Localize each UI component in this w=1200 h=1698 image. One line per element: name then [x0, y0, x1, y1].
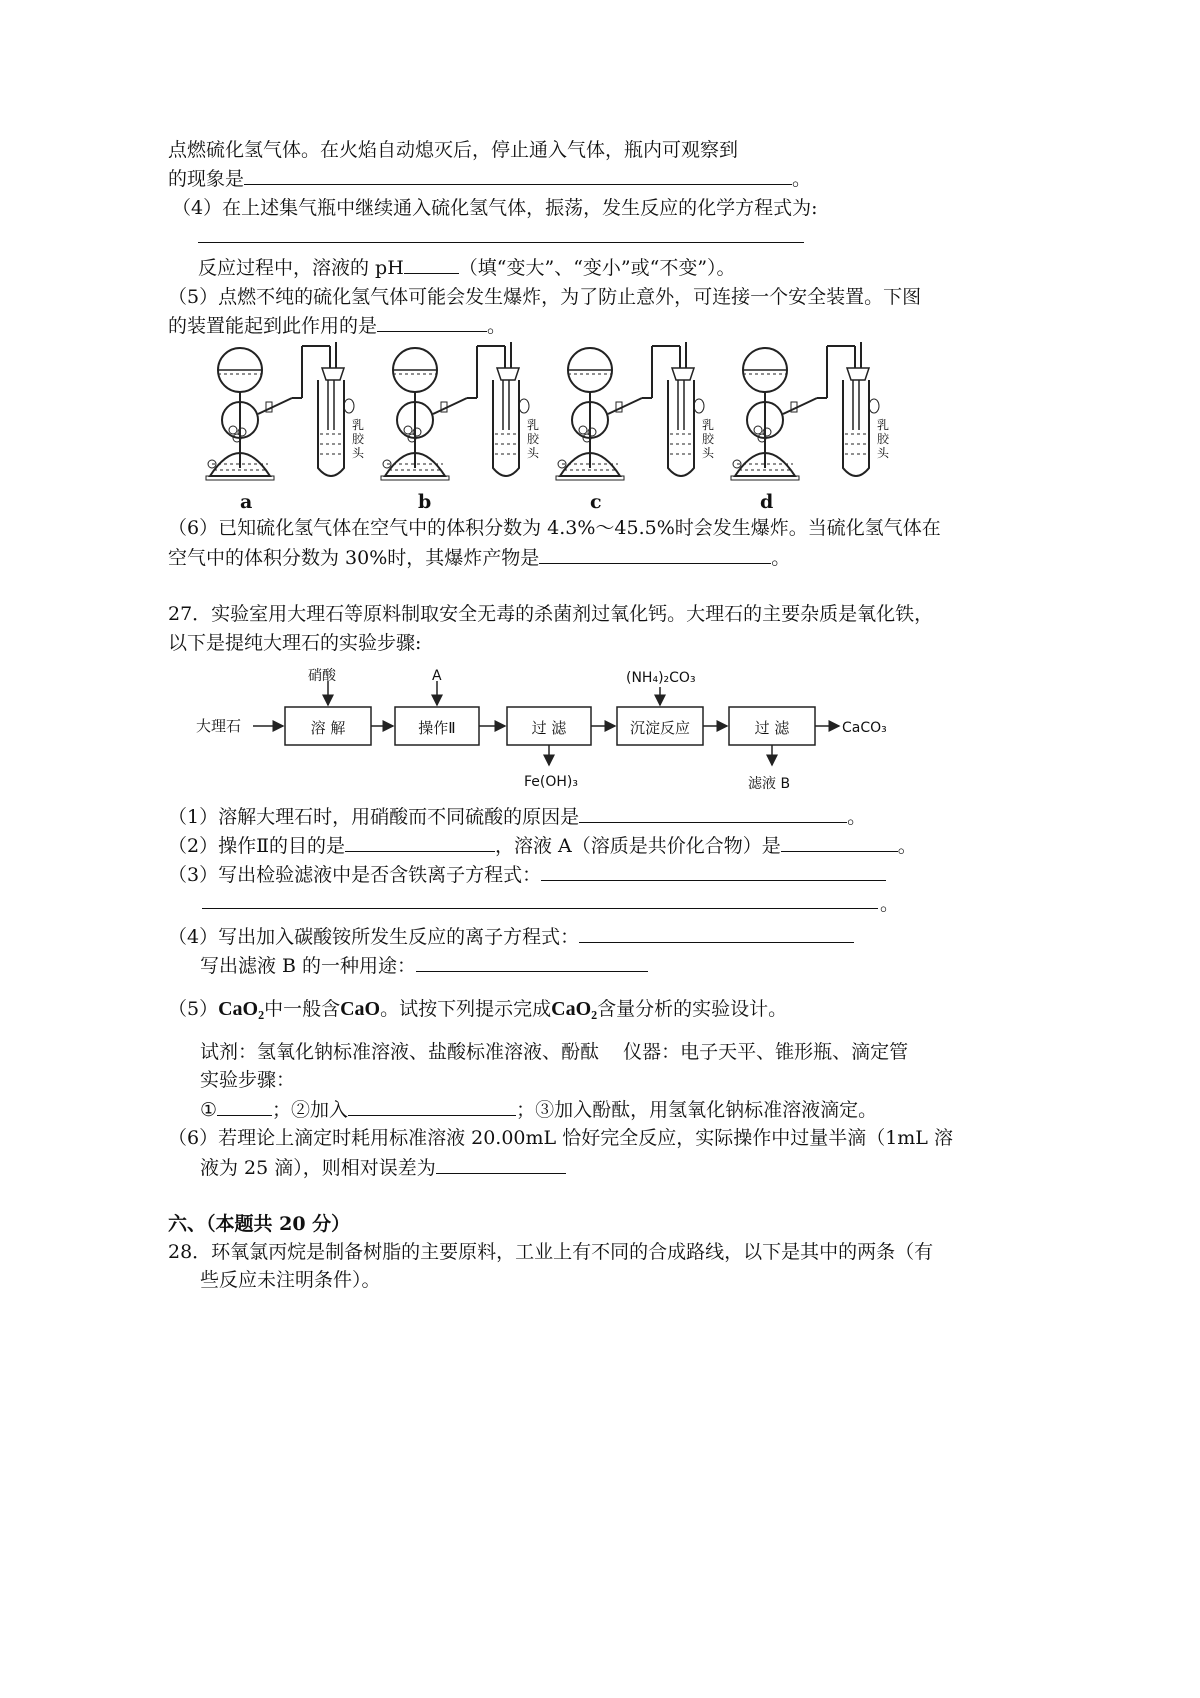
answer-blank[interactable]: [579, 924, 854, 943]
apparatus-label-b: b: [418, 491, 432, 513]
answer-rule[interactable]: [198, 242, 804, 243]
answer-blank[interactable]: [217, 1097, 272, 1116]
answer-blank[interactable]: [244, 166, 792, 185]
q26-line-1: 点燃硫化氢气体。在火焰自动熄灭后，停止通入气体，瓶内可观察到: [168, 139, 739, 161]
flow-box-filter-1: 过 滤: [531, 719, 567, 737]
apparatus-label-d: d: [760, 491, 774, 513]
answer-blank[interactable]: [539, 545, 771, 564]
q26-line-2: 的现象是 。: [168, 168, 812, 190]
answer-rule[interactable]: [202, 908, 878, 909]
flow-input-nitric-acid: 硝酸: [308, 668, 336, 684]
answer-blank[interactable]: [377, 313, 487, 332]
q27-part-5: （5）CaO₂中一般含CaO。试按下列提示完成CaO₂含量分析的实验设计。: [168, 998, 788, 1020]
q28-stem-2: 些反应未注明条件）。: [200, 1269, 381, 1291]
answer-blank[interactable]: [541, 862, 886, 881]
apparatus-label-a: a: [240, 491, 253, 513]
q26-part-4: （4）在上述集气瓶中继续通入硫化氢气体，振荡，发生反应的化学方程式为:: [172, 197, 818, 219]
flow-output-iron-hydroxide: Fe(OH)₃: [524, 774, 578, 790]
safety-apparatus-figure: [200, 338, 900, 516]
rubber-bulb-label-b: 乳 胶 头: [527, 418, 540, 460]
answer-blank[interactable]: [436, 1155, 566, 1174]
q26-part-5-b: 的装置能起到此作用的是 。: [168, 315, 507, 337]
flow-box-operation-2: 操作Ⅱ: [418, 719, 456, 737]
rubber-bulb-label-d: 乳 胶 头: [877, 418, 890, 460]
answer-blank[interactable]: [345, 833, 495, 852]
answer-blank[interactable]: [781, 833, 898, 852]
q28-stem-1: 28．环氧氯丙烷是制备树脂的主要原料，工业上有不同的合成路线，以下是其中的两条（有: [168, 1241, 934, 1263]
q27-part-3-end: 。: [880, 893, 900, 915]
answer-blank[interactable]: [579, 804, 847, 823]
answer-blank[interactable]: [416, 953, 648, 972]
rubber-bulb-label-a: 乳 胶 头: [352, 418, 365, 460]
rubber-bulb-label-c: 乳 胶 头: [702, 418, 715, 460]
flow-box-filter-2: 过 滤: [754, 719, 790, 737]
q27-part-2: （2）操作Ⅱ的目的是 ，溶液 A（溶质是共价化合物）是 。: [168, 835, 917, 857]
q27-part-6-b: 液为 25 滴），则相对误差为: [200, 1155, 566, 1180]
q27-stem-1: 27．实验室用大理石等原料制取安全无毒的杀菌剂过氧化钙。大理石的主要杂质是氧化铁，: [168, 603, 934, 625]
section-6-title: 六、（本题共 20 分）: [168, 1213, 351, 1235]
q26-part-6: （6）已知硫化氢气体在空气中的体积分数为 4.3%～45.5%时会发生爆炸。当硫化氢气体在: [168, 517, 941, 539]
apparatus-label-c: c: [590, 491, 602, 513]
q27-part-4-b: 写出滤液 B 的一种用途：: [200, 953, 648, 978]
answer-blank[interactable]: [348, 1097, 516, 1116]
answer-blank[interactable]: [404, 255, 459, 274]
q27-part-1: （1）溶解大理石时，用硝酸而不同硫酸的原因是 。: [168, 806, 867, 828]
flow-input-ammonium-carbonate: (NH₄)₂CO₃: [626, 670, 696, 686]
q26-part-6-b: 空气中的体积分数为 30%时，其爆炸产物是 。: [168, 547, 791, 569]
flow-output-filtrate-b: 滤液 B: [748, 776, 791, 792]
q26-part-5: （5）点燃不纯的硫化氢气体可能会发生爆炸，为了防止意外，可连接一个安全装置。下图: [168, 286, 922, 308]
q26-part-4-ph: 反应过程中，溶液的 pH （填“变大”、“变小”或“不变”）。: [198, 257, 736, 279]
q27-part-4: （4）写出加入碳酸铵所发生反应的离子方程式：: [168, 924, 854, 949]
flow-output-calcium-carbonate: CaCO₃: [842, 720, 887, 736]
flow-input-a: A: [432, 668, 442, 684]
flow-box-precipitation: 沉淀反应: [629, 719, 690, 737]
q27-part-3: （3）写出检验滤液中是否含铁离子方程式：: [168, 862, 886, 887]
q27-part-5-reagents: 试剂：氢氧化钠标准溶液、盐酸标准溶液、酚酞 仪器：电子天平、锥形瓶、滴定管: [200, 1041, 909, 1063]
q27-part-5-steps: ① ；②加入 ；③加入酚酞，用氢氧化钠标准溶液滴定。: [200, 1099, 878, 1121]
flow-box-dissolve: 溶 解: [310, 719, 346, 737]
q27-part-5-steps-label: 实验步骤：: [200, 1069, 296, 1091]
q27-part-6: （6）若理论上滴定时耗用标准溶液 20.00mL 恰好完全反应，实际操作中过量半滴（1mL 溶: [168, 1127, 953, 1149]
q27-stem-2: 以下是提纯大理石的实验步骤:: [168, 632, 422, 654]
flow-input-marble: 大理石: [196, 717, 242, 735]
